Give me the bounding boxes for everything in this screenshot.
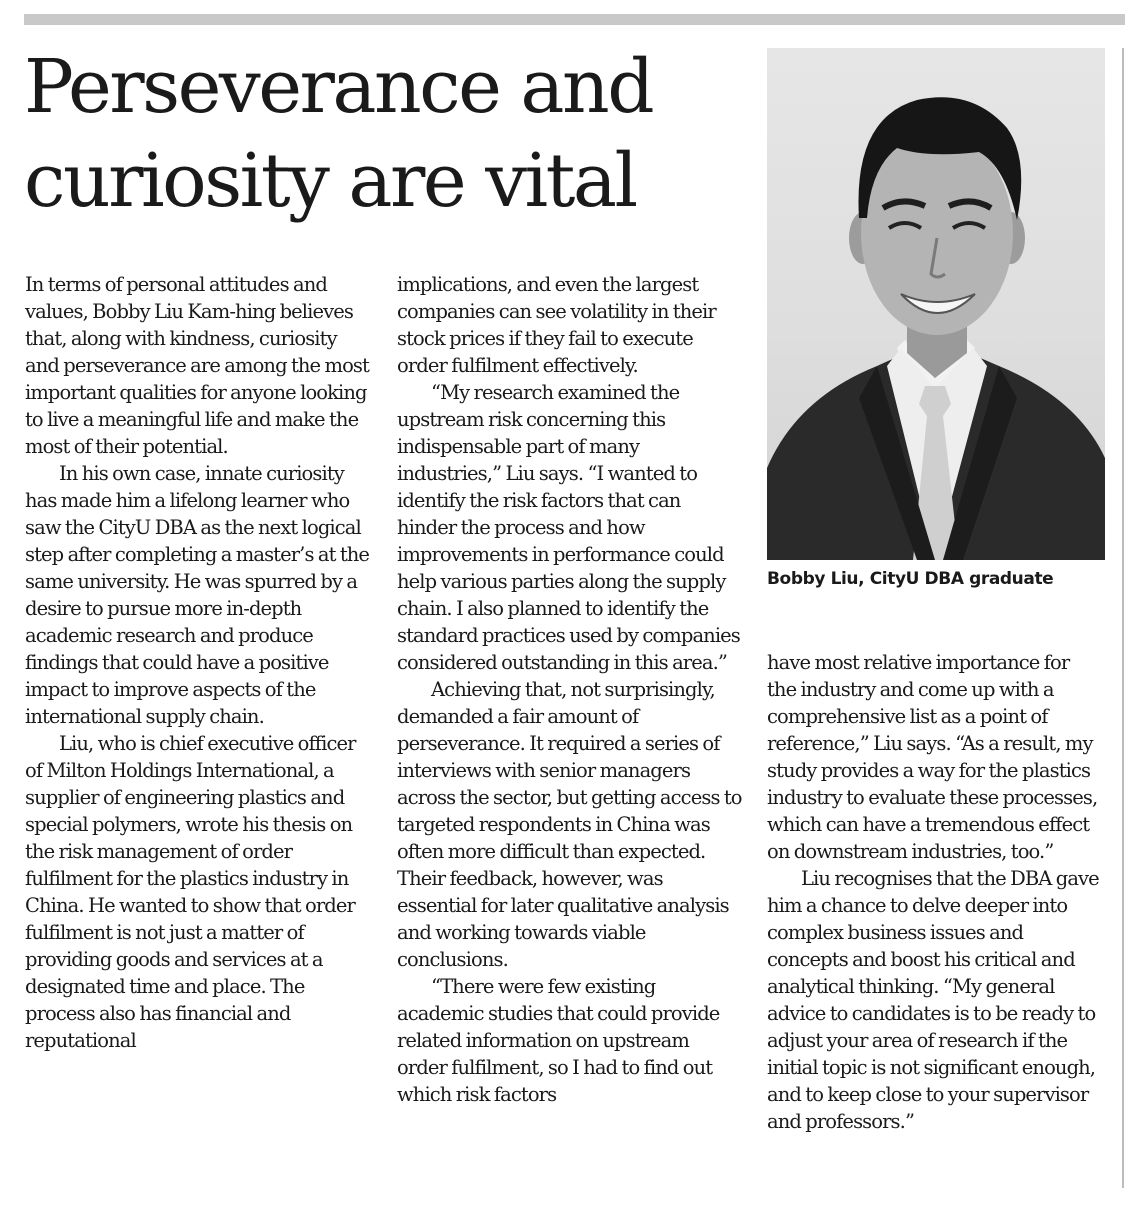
top-rule-bar: [24, 14, 1125, 25]
paragraph: “There were few existing academic studies that could provide related information on upstream order fulfilment, so I had to find out which risk factors: [397, 975, 720, 1106]
photo-caption: Bobby Liu, CityU DBA graduate: [767, 569, 1054, 589]
paragraph-continued: have most relative importance for the industry and come up with a comprehensive list as a point of reference,” Liu says. “As a result, my study provides a way for the plastics industry to evaluate these processes, which can have a tremendous effect on downstream industries, too.”: [767, 651, 1098, 863]
headline-line-1: Perseverance and: [24, 44, 653, 130]
article-column-2: [397, 271, 742, 1108]
paragraph-continued: implications, and even the largest companies can see volatility in their stock prices if they fail to execute order fulfilment effectively.: [397, 273, 716, 377]
paragraph: Liu, who is chief executive officer of Milton Holdings International, a supplier of engineering plastics and special polymers, wrote his thesis on the risk management of order fulfilment for the plastics industry in China. He wanted to show that order fulfilment is not just a matter of providing goods and services at a designated time and place. The process also has financial and reputational: [25, 732, 356, 1052]
article-column-1: [25, 271, 370, 1054]
paragraph: Achieving that, not surprisingly, demanded a fair amount of perseverance. It required a series of interviews with senior managers across the sector, but getting access to targeted respondents in China was often more difficult than expected. Their feedback, however, was essential for later qualitative analysis and working towards viable conclusions.: [397, 678, 742, 971]
paragraph: “My research examined the upstream risk concerning this indispensable part of many industries,” Liu says. “I wanted to identify the risk factors that can hinder the process and how improvements in performance could help various parties along the supply chain. I also planned to identify the standard practices used by companies considered outstanding in this area.”: [397, 381, 740, 674]
portrait-photo: [767, 48, 1105, 560]
paragraph: In his own case, innate curiosity has made him a lifelong learner who saw the CityU DBA as the next logical step after completing a master’s at the same university. He was spurred by a desire to pursue more in-depth academic research and produce findings that could have a positive impact to improve aspects of the international supply chain.: [25, 462, 370, 728]
right-edge-rule: [1122, 48, 1124, 1188]
portrait-illustration: [767, 48, 1105, 560]
paragraph: In terms of personal attitudes and values, Bobby Liu Kam-hing believes that, along with kindness, curiosity and perseverance are among the most important qualities for anyone looking to live a meaningful life and make the most of their potential.: [25, 273, 369, 458]
article-column-3: [767, 649, 1102, 1135]
paragraph: Liu recognises that the DBA gave him a chance to delve deeper into complex business issues and concepts and boost his critical and analytical thinking. “My general advice to candidates is to be ready to adjust your area of research if the initial topic is not significant enough, and to keep close to your supervisor and professors.”: [767, 867, 1099, 1133]
headline: [24, 40, 744, 228]
headline-line-2: curiosity are vital: [24, 138, 636, 224]
